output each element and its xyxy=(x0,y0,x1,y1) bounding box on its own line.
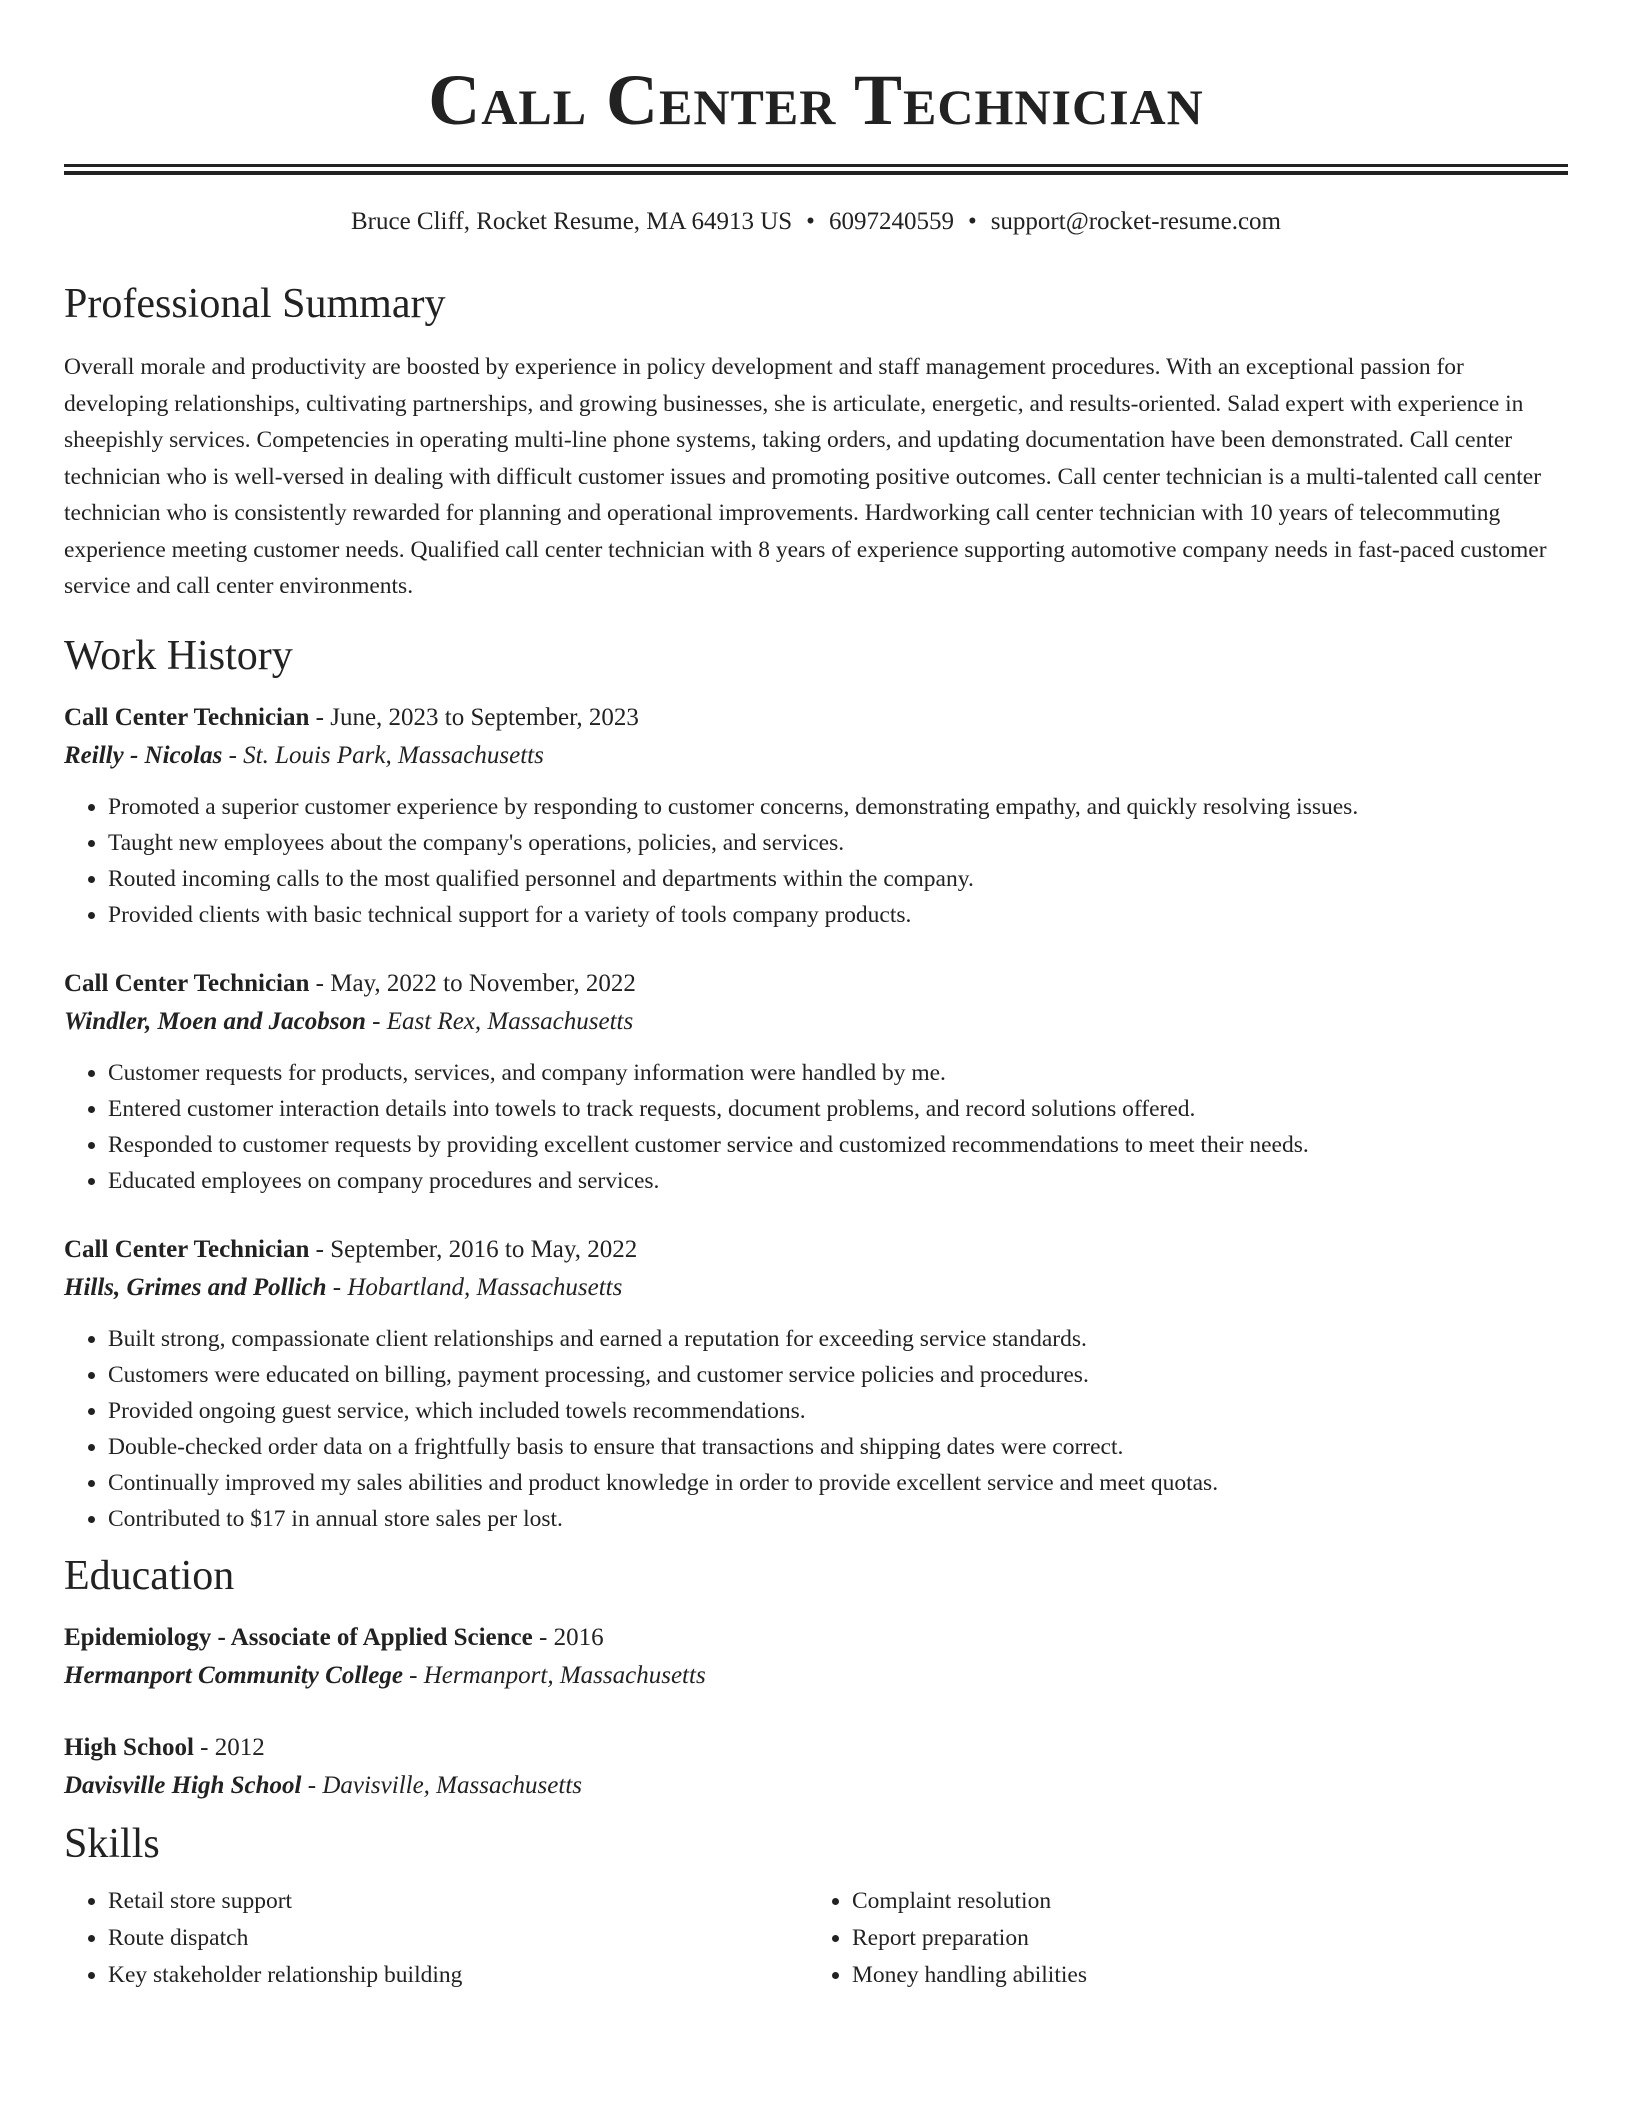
list-item: • Built strong, compassionate client relationships and earned a reputation for exceeding service standards. xyxy=(108,1321,1568,1357)
resume-page xyxy=(64,0,1568,1994)
list-item: • Contributed to $17 in annual store sales per lost. xyxy=(108,1501,1568,1537)
education-school-line xyxy=(64,1767,1568,1805)
job-entry xyxy=(64,1231,1568,1537)
job-title: Call Center Technician xyxy=(64,1235,310,1263)
job-company: Reilly - Nicolas xyxy=(64,741,223,769)
list-item: • Money handling abilities xyxy=(852,1957,1552,1994)
education-year: - 2016 xyxy=(532,1623,604,1651)
list-item: • Complaint resolution xyxy=(852,1883,1552,1920)
education-degree: Epidemiology - Associate of Applied Science xyxy=(64,1623,533,1651)
job-header xyxy=(64,965,1568,1003)
education-entry xyxy=(64,1729,1568,1805)
education-school: Davisville High School xyxy=(64,1771,302,1799)
education-school: Hermanport Community College xyxy=(64,1661,403,1689)
job-company-line xyxy=(64,1003,1568,1041)
list-item: • Customer requests for products, services, and company information were handled by me. xyxy=(108,1055,1568,1091)
job-duties xyxy=(64,1321,1568,1537)
list-item: • Route dispatch xyxy=(108,1920,808,1957)
list-item: • Report preparation xyxy=(852,1920,1552,1957)
job-duties xyxy=(64,1055,1568,1199)
education-header xyxy=(64,1729,1568,1767)
job-company-line xyxy=(64,737,1568,775)
list-item: • Continually improved my sales abilities and product knowledge in order to provide excellent service and meet quotas. xyxy=(108,1465,1568,1501)
list-item: • Provided ongoing guest service, which included towels recommendations. xyxy=(108,1393,1568,1429)
list-item: • Taught new employees about the company's operations, policies, and services. xyxy=(108,825,1568,861)
contact-separator: • xyxy=(806,208,815,235)
job-duties xyxy=(64,789,1568,933)
contact-line xyxy=(64,205,1568,239)
contact-separator: • xyxy=(967,208,977,235)
list-item: • Retail store support xyxy=(108,1883,808,1920)
job-location: - Hobartland, Massachusetts xyxy=(326,1273,623,1301)
summary-heading: Professional Summary xyxy=(64,281,446,327)
list-item: • Key stakeholder relationship building xyxy=(108,1957,808,1994)
work-history-heading: Work History xyxy=(64,632,293,679)
job-header xyxy=(64,1231,1568,1269)
job-location: - St. Louis Park, Massachusetts xyxy=(222,741,544,769)
education-year: - 2012 xyxy=(193,1733,265,1761)
list-item: • Entered customer interaction details into towels to track requests, document problems, and record solutions offered. xyxy=(108,1091,1568,1127)
contact-phone: 6097240559 xyxy=(828,208,954,235)
job-header xyxy=(64,699,1568,737)
summary-text: Overall morale and productivity are boosted by experience in policy development and staff management procedures. With an exceptional passion for developing relationships, cultivating partnerships, and growing businesses, she is articulate, energetic, and results-oriented. Salad expert with experience in sheepishly services. Competencies in operating multi-line phone systems, taking orders, and updating documentation have been demonstrated. Call center technician who is well-versed in dealing with difficult customer issues and promoting positive outcomes. Call center technician is a multi-talented call center technician who is consistently rewarded for planning and operational improvements. Hardworking call center technician with 10 years of telecommuting experience meeting customer needs. Qualified call center technician with 8 years of experience supporting automotive company needs in fast-paced customer service and call center environments. xyxy=(64,354,1547,599)
job-location: - East Rex, Massachusetts xyxy=(365,1007,634,1035)
skills-column-left xyxy=(64,1883,808,1994)
education-heading: Education xyxy=(64,1552,235,1599)
job-entry xyxy=(64,699,1568,933)
job-company-line xyxy=(64,1269,1568,1307)
job-dates: - May, 2022 to November, 2022 xyxy=(309,969,636,997)
education-location: - Hermanport, Massachusetts xyxy=(402,1661,706,1689)
resume-title: Call Center Technician xyxy=(428,60,1204,140)
list-item: • Provided clients with basic technical support for a variety of tools company products. xyxy=(108,897,1568,933)
education-degree: High School xyxy=(64,1733,194,1761)
education-location: - Davisville, Massachusetts xyxy=(301,1771,583,1799)
education-school-line xyxy=(64,1657,1568,1695)
list-item: • Double-checked order data on a frightfully basis to ensure that transactions and shipping dates were correct. xyxy=(108,1429,1568,1465)
job-title: Call Center Technician xyxy=(64,969,310,997)
list-item: • Promoted a superior customer experience by responding to customer concerns, demonstrating empathy, and quickly resolving issues. xyxy=(108,789,1568,825)
list-item: • Routed incoming calls to the most qualified personnel and departments within the company. xyxy=(108,861,1568,897)
job-dates: - September, 2016 to May, 2022 xyxy=(309,1235,638,1263)
job-company: Windler, Moen and Jacobson xyxy=(64,1007,366,1035)
contact-address: Bruce Cliff, Rocket Resume, MA 64913 US xyxy=(350,208,793,235)
skills-heading: Skills xyxy=(64,1820,160,1867)
skills-list xyxy=(64,1883,1568,1994)
contact-email: support@rocket-resume.com xyxy=(990,208,1281,235)
job-company: Hills, Grimes and Pollich xyxy=(64,1273,327,1301)
list-item: • Responded to customer requests by providing excellent customer service and customized recommendations to meet their needs. xyxy=(108,1127,1568,1163)
list-item: • Educated employees on company procedures and services. xyxy=(108,1163,1568,1199)
job-title: Call Center Technician xyxy=(64,703,310,731)
title-divider xyxy=(64,164,1568,175)
job-entry xyxy=(64,965,1568,1199)
education-header xyxy=(64,1619,1568,1657)
education-entry xyxy=(64,1619,1568,1695)
skills-column-right xyxy=(808,1883,1552,1994)
job-dates: - June, 2023 to September, 2023 xyxy=(309,703,639,731)
list-item: • Customers were educated on billing, payment processing, and customer service policies and procedures. xyxy=(108,1357,1568,1393)
